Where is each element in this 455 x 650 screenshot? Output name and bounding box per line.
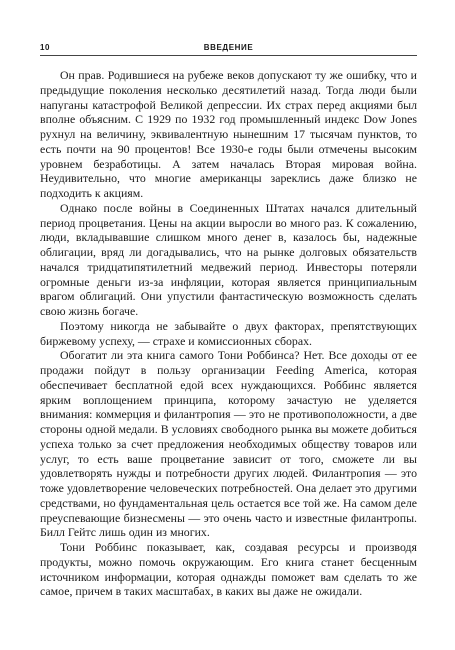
- page-number: 10: [40, 43, 51, 52]
- paragraph-2: Однако после войны в Соединенных Штатах начался длительный период процветания. Цены на акции выросли во много раз. К сожалению, люди, вкладывавшие слишком много денег в, казалось бы, надежные облигации, вряд ли догадывались, что на рынке долговых обязательств начался тридцатипятилетний медвежий период. Инвесторы потеряли огромные деньги из-за инфляции, которая является принципиальным врагом облигаций. Они упустили фантастическую возможность сделать свою жизнь богаче.: [40, 200, 417, 318]
- paragraph-1: Он прав. Родившиеся на рубеже веков допускают ту же ошибку, что и предыдущие поколения несколько десятилетий назад. Тогда люди были напуганы катастрофой Великой депрессии. Их страх перед акциями был вполне объясним. С 1929 по 1932 год промышленный индекс Dow Jones рухнул на величину, эквивалентную нынешним 17 тысячам пунктов, то есть почти на 90 процентов! Все 1930-е годы были отмечены высоким уровнем безработицы. А затем началась Вторая мировая война. Неудивительно, что многие американцы зареклись даже близко не подходить к акциям.: [40, 68, 417, 200]
- section-title: ВВЕДЕНИЕ: [203, 43, 254, 52]
- paragraph-4: Обогатит ли эта книга самого Тони Роббинса? Нет. Все доходы от ее продажи пойдут в пользу организации Feeding America, которая обеспечивает бесплатной едой всех нуждающихся. Роббинс является ярким воплощением принципа, которому зачастую не уделяется внимания: коммерция и филантропия — это не противоположности, а две стороны одной медали. В условиях свободного рынка вы можете добиться успеха только за счет предложения необходимых обществу товаров или услуг, то есть ваше процветание зависит от того, сможете ли вы удовлетворять нужды и потребности других людей. Филантропия — это тоже удовлетворение человеческих потребностей. Она делает это другими средствами, но фундаментальная цель остается все той же. На самом деле преуспевающие бизнесмены — это очень часто и известные филантропы. Билл Гейтс лишь один из многих.: [40, 348, 417, 540]
- running-header: [40, 40, 417, 56]
- body-text: [40, 68, 417, 599]
- paragraph-5: Тони Роббинс показывает, как, создавая ресурсы и производя продукты, можно помочь окружающим. Его книга станет бесценным источником информации, которая однажды поможет вам сделать то же самое, причем в таких масштабах, в каких вы даже не ожидали.: [40, 540, 417, 599]
- paragraph-3: Поэтому никогда не забывайте о двух факторах, препятствующих биржевому успеху, — страхе и комиссионных сборах.: [40, 318, 417, 348]
